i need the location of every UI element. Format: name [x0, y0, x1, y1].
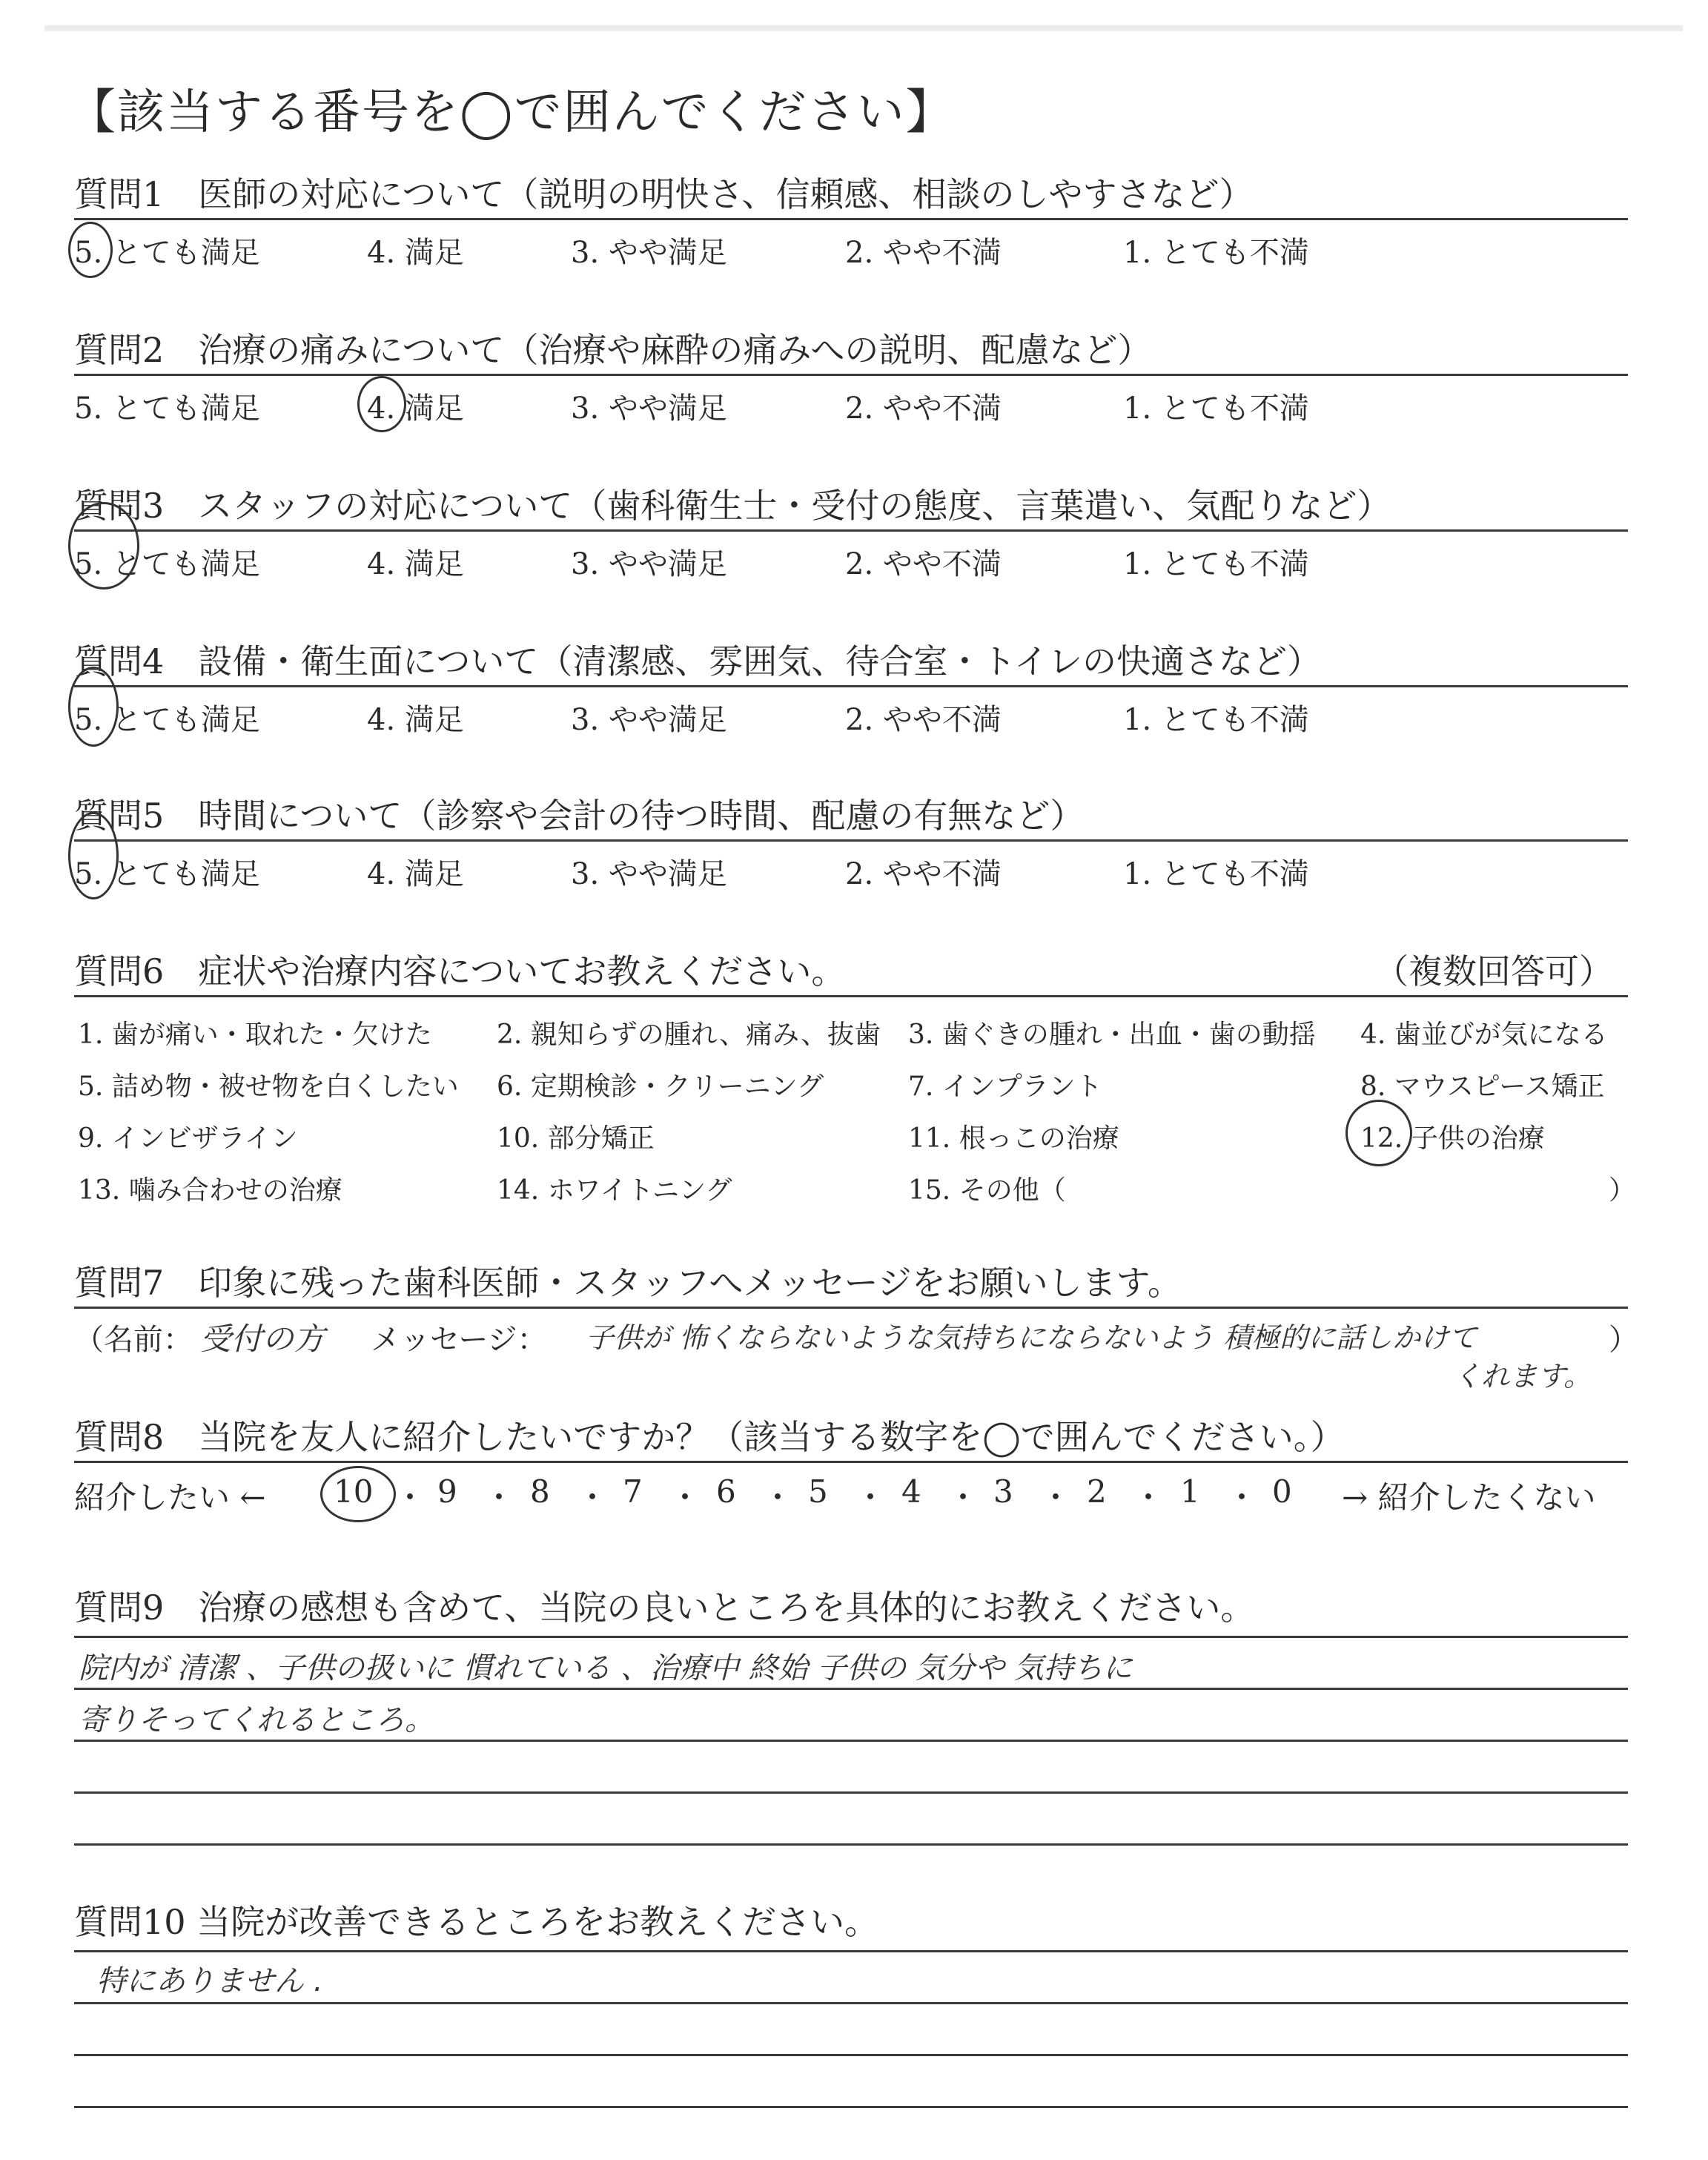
selection-circle — [68, 812, 119, 899]
rating-options — [74, 220, 1628, 272]
option-3[interactable]: 3. やや満足 — [571, 236, 727, 270]
option-3[interactable]: 3. やや満足 — [571, 703, 727, 737]
rating-options — [74, 687, 1628, 739]
option-1[interactable]: 1. とても不満 — [1123, 236, 1309, 270]
option-2[interactable]: 2. やや不満 — [845, 547, 1002, 581]
scale-option-10[interactable]: 10 — [334, 1473, 374, 1510]
question-title: 質問1 医師の対応について（説明の明快さ、信頼感、相談のしやすさなど） — [74, 174, 1254, 214]
question-title — [74, 948, 1628, 995]
scale-option-2[interactable]: 2 — [1087, 1473, 1107, 1510]
scale-left-label: 紹介したい ← — [74, 1479, 266, 1516]
answer-line — [74, 1688, 1628, 1690]
selection-circle — [68, 222, 113, 278]
answer-text-line1[interactable]: 院内が 清潔 、子供の扱いに 慣れている 、治療中 終始 子供の 気分や 気持ちに — [79, 1651, 1133, 1685]
answer-line — [74, 1740, 1628, 1742]
option-2[interactable]: 2. やや不満 — [845, 236, 1002, 270]
name-value[interactable]: 受付の方 — [200, 1321, 325, 1357]
scale-dot: ・ — [669, 1479, 701, 1516]
scale-option-1[interactable]: 1 — [1180, 1473, 1200, 1510]
answer-line — [74, 1636, 1628, 1638]
symptom-option[interactable]: 15. その他（ — [908, 1175, 1066, 1206]
rating-options — [74, 842, 1628, 894]
scale-dot: ・ — [947, 1479, 979, 1516]
scale-dot: ・ — [762, 1479, 794, 1516]
scale-option-0[interactable]: 0 — [1272, 1473, 1292, 1510]
symptom-option[interactable]: 9. インビザライン — [78, 1123, 298, 1154]
name-label: （名前： — [74, 1323, 193, 1357]
selection-circle — [320, 1466, 396, 1522]
scale-dot: ・ — [855, 1479, 887, 1516]
rating-options — [74, 532, 1628, 584]
option-3[interactable]: 3. やや満足 — [571, 857, 727, 891]
question-title: 質問8 当院を友人に紹介したいですか？（該当する数字を◯で囲んでください。） — [74, 1417, 1345, 1457]
rating-options — [74, 376, 1628, 428]
symptom-option[interactable]: 13. 噛み合わせの治療 — [78, 1175, 342, 1206]
scale-option-6[interactable]: 6 — [716, 1473, 736, 1510]
option-3[interactable]: 3. やや満足 — [571, 392, 727, 426]
scale-dot: ・ — [483, 1479, 515, 1516]
scale-dot: ・ — [1040, 1479, 1072, 1516]
answer-line — [74, 2106, 1628, 2108]
question-9 — [74, 1584, 1628, 1851]
page-heading: 【該当する番号を◯で囲んでください】 — [68, 85, 955, 140]
answer-line — [74, 2054, 1628, 2056]
selection-circle — [357, 376, 406, 432]
option-5[interactable]: 5. とても満足 — [74, 703, 260, 737]
message-value[interactable]: 子供が 怖くならないような気持ちにならないよう 積極的に話しかけて — [586, 1321, 1477, 1354]
symptom-option[interactable]: 14. ホワイトニング — [497, 1175, 732, 1206]
symptom-option[interactable]: 2. 親知らずの腫れ、痛み、抜歯 — [497, 1020, 881, 1050]
option-4[interactable]: 4. 満足 — [367, 703, 464, 737]
option-1[interactable]: 1. とても不満 — [1123, 547, 1309, 581]
question-title: 質問10 当院が改善できるところをお教えください。 — [74, 1902, 879, 1942]
answer-line — [74, 1950, 1628, 1952]
scale-dot: ・ — [394, 1479, 426, 1516]
message-area — [74, 1309, 1638, 1398]
scan-top-edge — [44, 25, 1683, 31]
question-title: 質問4 設備・衛生面について（清潔感、雰囲気、待合室・トイレの快適さなど） — [74, 641, 1322, 681]
option-5[interactable]: 5. とても満足 — [74, 857, 260, 891]
option-4[interactable]: 4. 満足 — [367, 547, 464, 581]
question-title-text: 質問6 症状や治療内容についてお教えください。 — [74, 951, 846, 991]
question-title: 質問7 印象に残った歯科医師・スタッフへメッセージをお願いします。 — [74, 1263, 1182, 1303]
symptom-option[interactable]: 6. 定期検診・クリーニング — [497, 1071, 824, 1102]
message-value-continued[interactable]: くれます。 — [1453, 1360, 1592, 1393]
scale-dot: ・ — [1226, 1479, 1258, 1516]
scale-dot: ・ — [577, 1479, 609, 1516]
option-4[interactable]: 4. 満足 — [367, 236, 464, 270]
scale-option-4[interactable]: 4 — [901, 1473, 921, 1510]
question-7 — [74, 1259, 1638, 1398]
option-5[interactable]: 5. とても満足 — [74, 236, 260, 270]
option-2[interactable]: 2. やや不満 — [845, 392, 1002, 426]
answer-line — [74, 2002, 1628, 2004]
scale-dot: ・ — [1133, 1479, 1165, 1516]
option-5[interactable]: 5. とても満足 — [74, 392, 260, 426]
scale-right-label: → 紹介したくない — [1342, 1479, 1596, 1516]
answer-text-line2[interactable]: 寄りそってくれるところ。 — [79, 1703, 434, 1737]
question-title: 質問9 治療の感想も含めて、当院の良いところを具体的にお教えください。 — [74, 1588, 1255, 1628]
question-title: 質問3 スタッフの対応について（歯科衛生士・受付の態度、言葉遣い、気配りなど） — [74, 486, 1391, 526]
question-6 — [74, 948, 1636, 1212]
answer-line — [74, 1791, 1628, 1794]
symptom-option[interactable]: 11. 根っこの治療 — [908, 1123, 1119, 1154]
answer-line — [74, 1843, 1628, 1846]
question-4 — [74, 638, 1628, 739]
symptom-option[interactable]: 1. 歯が痛い・取れた・欠けた — [78, 1020, 432, 1050]
question-title: 質問5 時間について（診察や会計の待つ時間、配慮の有無など） — [74, 796, 1085, 836]
selection-circle — [1345, 1100, 1412, 1166]
selection-circle — [68, 667, 119, 747]
option-4[interactable]: 4. 満足 — [367, 392, 464, 426]
option-5[interactable]: 5. とても満足 — [74, 547, 260, 581]
option-1[interactable]: 1. とても不満 — [1123, 392, 1309, 426]
answer-text[interactable]: 特にありません . — [96, 1964, 323, 1998]
symptom-option[interactable]: 10. 部分矯正 — [497, 1123, 655, 1154]
question-title: 質問2 治療の痛みについて（治療や麻酔の痛みへの説明、配慮など） — [74, 330, 1152, 370]
symptom-option[interactable]: 12. 子供の治療 — [1360, 1123, 1545, 1154]
option-2[interactable]: 2. やや不満 — [845, 703, 1002, 737]
option-1[interactable]: 1. とても不満 — [1123, 703, 1309, 737]
recommend-scale — [74, 1463, 1628, 1518]
message-close-paren: ） — [1609, 1323, 1638, 1357]
scale-option-5[interactable]: 5 — [808, 1473, 828, 1510]
symptom-option[interactable]: 8. マウスピース矯正 — [1360, 1071, 1605, 1102]
symptom-option[interactable]: 4. 歯並びが気になる — [1360, 1020, 1608, 1050]
option-3[interactable]: 3. やや満足 — [571, 547, 727, 581]
question-10 — [74, 1898, 1628, 2150]
scale-option-9[interactable]: 9 — [437, 1473, 457, 1510]
question-8 — [74, 1413, 1628, 1518]
question-3 — [74, 482, 1628, 584]
question-2 — [74, 326, 1628, 428]
symptom-option[interactable]: 7. インプラント — [908, 1071, 1102, 1102]
scale-option-8[interactable]: 8 — [530, 1473, 550, 1510]
option-4[interactable]: 4. 満足 — [367, 857, 464, 891]
scale-option-3[interactable]: 3 — [993, 1473, 1013, 1510]
symptom-options — [74, 997, 1636, 1212]
message-label: メッセージ： — [371, 1323, 547, 1357]
scale-option-7[interactable]: 7 — [623, 1473, 643, 1510]
symptom-option[interactable]: 5. 詰め物・被せ物を白くしたい — [78, 1071, 459, 1102]
other-close-paren: ） — [1609, 1175, 1636, 1206]
question-5 — [74, 792, 1628, 894]
option-2[interactable]: 2. やや不満 — [845, 857, 1002, 891]
option-1[interactable]: 1. とても不満 — [1123, 857, 1309, 891]
multiple-answer-note: （複数回答可） — [1374, 951, 1613, 991]
question-1 — [74, 171, 1628, 272]
symptom-option[interactable]: 3. 歯ぐきの腫れ・出血・歯の動揺 — [908, 1020, 1316, 1050]
selection-circle — [68, 502, 139, 589]
